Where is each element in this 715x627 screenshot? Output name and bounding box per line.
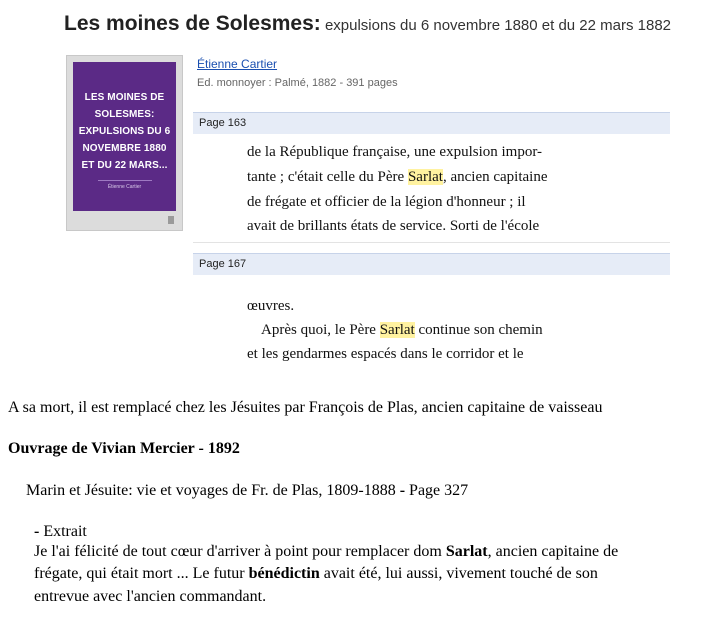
book-cover[interactable] xyxy=(66,55,183,231)
book-title: Les moines de Solesmes: xyxy=(64,12,321,35)
edition-info: Ed. monnoyer : Palmé, 1882 - 391 pages xyxy=(197,77,398,89)
bookmark-icon xyxy=(168,216,174,224)
work-page: Page 327 xyxy=(409,482,469,499)
snippet-line: et les gendarmes espacés dans le corridor et le xyxy=(247,346,524,362)
search-highlight: Sarlat xyxy=(407,169,443,185)
snippet-line: avait de brillants états de service. Sorti de l'école xyxy=(247,218,540,234)
snippet-line: Après quoi, le Père Sarlat continue son chemin xyxy=(261,322,543,338)
book-subtitle: expulsions du 6 novembre 1880 et du 22 mars 1882 xyxy=(320,17,672,34)
snippet-line: de frégate et officier de la légion d'honneur ; il xyxy=(247,194,526,210)
section-heading: Ouvrage de Vivian Mercier - 1892 xyxy=(8,440,240,457)
extract-label: - Extrait xyxy=(34,523,87,540)
work-title: Marin et Jésuite: vie et voyages de Fr. de Plas, 1809-1888 xyxy=(26,482,396,499)
snippet-line: tante ; c'était celle du Père Sarlat, ancien capitaine xyxy=(247,169,548,185)
snippet-line: œuvres. xyxy=(247,298,295,314)
search-highlight: Sarlat xyxy=(379,322,415,338)
quote-line: entrevue avec l'ancien commandant. xyxy=(34,588,267,605)
cover-artwork xyxy=(73,62,176,211)
author-link[interactable]: Étienne Cartier xyxy=(197,57,278,71)
work-citation: Marin et Jésuite: vie et voyages de Fr. de Plas, 1809-1888 - Page 327 xyxy=(26,482,469,499)
page-header-163[interactable]: Page 163 xyxy=(193,112,670,134)
cover-title: LES MOINES DE SOLESMES: EXPULSIONS DU 6 NOVEMBRE 1880 ET DU 22 MARS... xyxy=(78,92,171,171)
quote-line: frégate, qui était mort ... Le futur bénédictin avait été, lui aussi, vivement touché de son xyxy=(34,565,598,582)
quote-line: Je l'ai félicité de tout cœur d'arriver à point pour remplacer dom Sarlat, ancien capitaine de xyxy=(34,543,619,560)
book-title-line xyxy=(64,12,671,36)
divider xyxy=(193,242,670,243)
paragraph-replacement: A sa mort, il est remplacé chez les Jésuites par François de Plas, ancien capitaine de vaisseau xyxy=(8,399,603,416)
cover-author: Étienne Cartier xyxy=(107,184,142,190)
page-header-167[interactable]: Page 167 xyxy=(193,253,670,275)
snippet-line: de la République française, une expulsion impor- xyxy=(247,144,543,160)
cover-divider xyxy=(98,180,152,181)
